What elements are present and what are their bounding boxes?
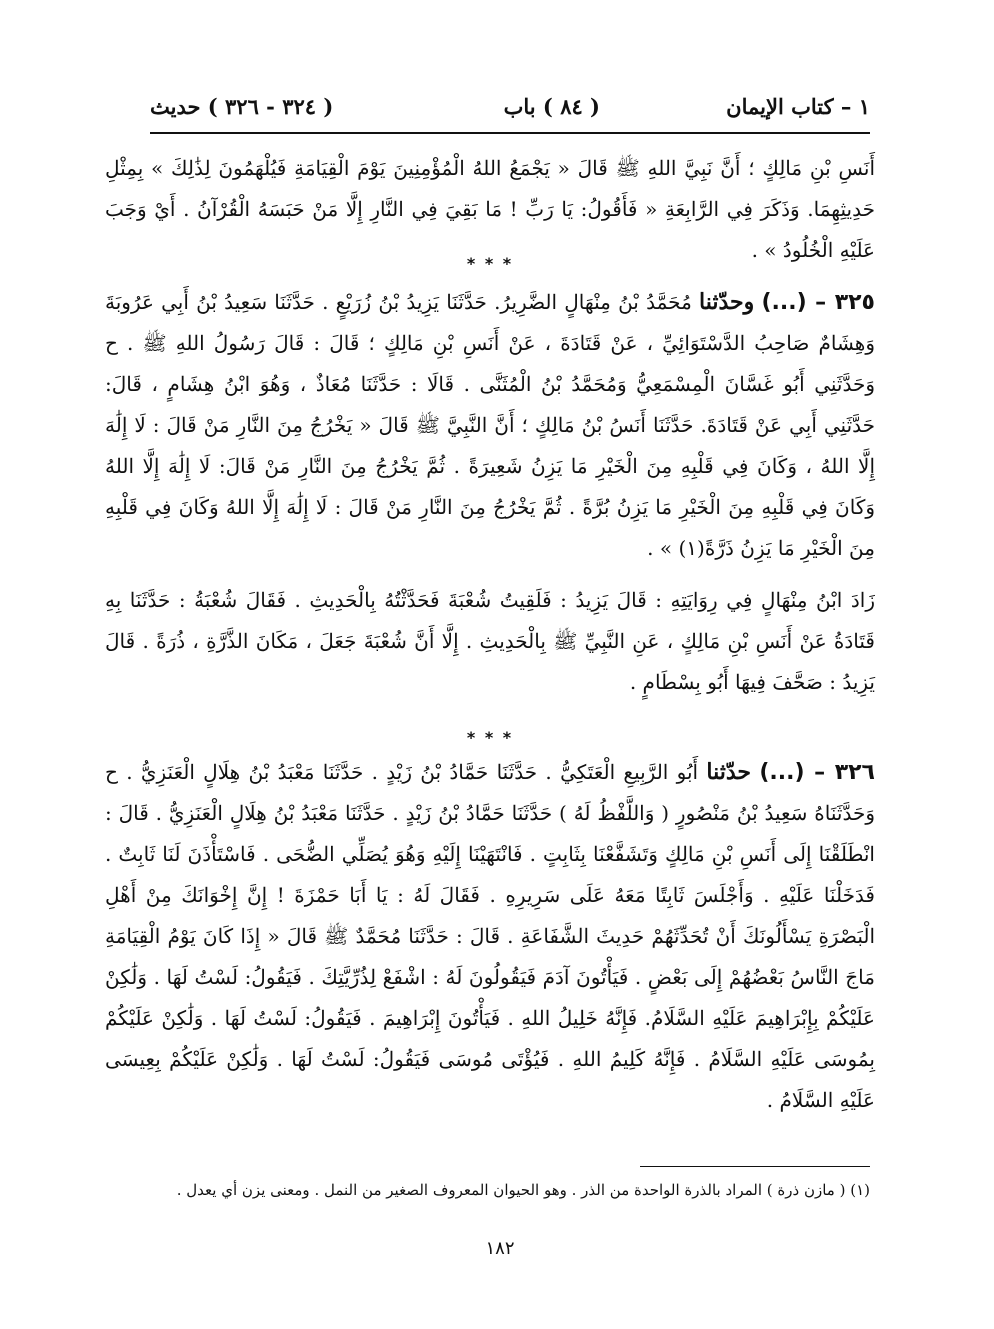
hadith-number: ٣٢٦ – (...) (759, 760, 875, 785)
hadith-text: أَبُو الرَّبِيعِ الْعَتَكِيُّ . حَدَّثَنَا حَمَّادُ بْنُ زَيْدٍ . حَدَّثَنَا مَعْبَدُ بْنُ هِلَالٍ الْعَنَزِيُّ . ح وَحَدَّثَنَاهُ سَعِيدُ بْنُ مَنْصُورٍ ( وَاللَّفْظُ لَهُ ) حَدَّثَنَا حَمَّادُ بْنُ زَيْدٍ . حَدَّثَنَا مَعْبَدُ بْنُ هِلَالٍ الْعَنَزِيُّ . قَالَ : انْطَلَقْنَا إِلَى أَنَسِ بْنِ مَالِكٍ وَتَشَفَّعْنَا بِثَابِتٍ . فَانْتَهَيْنَا إِلَيْهِ وَهُوَ يُصَلِّي الضُّحَى . فَاسْتَأْذَنَ لَنَا ثَابِتٌ . فَدَخَلْنَا عَلَيْهِ . وَأَجْلَسَ ثَابِتًا مَعَهُ عَلَى سَرِيرِهِ . فَقَالَ لَهُ : يَا أَبَا حَمْزَةَ ! إِنَّ إِخْوَانَكَ مِنْ أَهْلِ الْبَصْرَةِ يَسْأَلُونَكَ أَنْ تُحَدِّثَهُمْ حَدِيثَ الشَّفَاعَةِ . قَالَ : حَدَّثَنَا مُحَمَّدٌ ﷺ قَالَ « إِذَا كَانَ يَوْمُ الْقِيَامَةِ مَاجَ النَّاسُ بَعْضُهُمْ إِلَى بَعْضٍ . فَيَأْتُونَ آدَمَ فَيَقُولُونَ لَهُ : اشْفَعْ لِذُرِّيَّتِكَ . فَيَقُولُ: لَسْتُ لَهَا . وَلَٰكِنْ عَلَيْكُمْ بِإِبْرَاهِيمَ عَلَيْهِ السَّلَامُ. فَإِنَّهُ خَلِيلُ اللهِ . فَيَأْتُونَ إِبْرَاهِيمَ . فَيَقُولُ: لَسْتُ لَهَا . وَلَٰكِنْ عَلَيْكُمْ بِمُوسَى عَلَيْهِ السَّلَامُ . فَإِنَّهُ كَلِيمُ اللهِ . فَيُؤْتَى مُوسَى فَيَقُولُ: لَسْتُ لَهَا . وَلَٰكِنْ عَلَيْكُمْ بِعِيسَى عَلَيْهِ السَّلَامُ . (105, 760, 875, 1112)
hadith-range: ( ٣٢٤ - ٣٢٦ ) حديث (150, 94, 334, 119)
section-separator: * * * (466, 728, 514, 747)
hadith-number: ٣٢٥ – (...) (761, 290, 875, 315)
hadith-text: مُحَمَّدُ بْنُ مِنْهَالٍ الضَّرِيرُ. حَدَّثَنَا يَزِيدُ بْنُ زُرَيْعٍ . حَدَّثَنَا سَعِيدُ بْنُ أَبِي عَرُوبَةَ وَهِشَامٌ صَاحِبُ الدَّسْتَوَائِيِّ ، عَنْ قَتَادَةَ ، عَنْ أَنَسِ بْنِ مَالِكٍ ؛ قَالَ : قَالَ رَسُولُ اللهِ ﷺ . ح وَحَدَّثَنِي أَبُو غَسَّانَ الْمِسْمَعِيُّ وَمُحَمَّدُ بْنُ الْمُثَنَّى . قَالَا : حَدَّثَنَا مُعَاذٌ ، وَهُوَ ابْنُ هِشَامٍ ، قَالَ: حَدَّثَنِي أَبِي عَنْ قَتَادَةَ. حَدَّثَنَا أَنَسُ بْنُ مَالِكٍ ؛ أَنَّ النَّبِيَّ ﷺ قَالَ « يَخْرُجُ مِنَ النَّارِ مَنْ قَالَ : لَا إِلَٰهَ إِلَّا اللهُ ، وَكَانَ فِي قَلْبِهِ مِنَ الْخَيْرِ مَا يَزِنُ شَعِيرَةً . ثُمَّ يَخْرُجُ مِنَ النَّارِ مَنْ قَالَ: لَا إِلَٰهَ إِلَّا اللهُ وَكَانَ فِي قَلْبِهِ مِنَ الْخَيْرِ مَا يَزِنُ بُرَّةً . ثُمَّ يَخْرُجُ مِنَ النَّارِ مَنْ قَالَ : لَا إِلَٰهَ إِلَّا اللهُ وَكَانَ فِي قَلْبِهِ مِنَ الْخَيْرِ مَا يَزِنُ ذَرَّةً(١) » . (105, 290, 875, 560)
footnote: (١) ( مازن ذرة ) المراد بالذرة الواحدة من الذر . وهو الحيوان المعروف الصغير من النمل . ومعنى يزن أي يعدل . (176, 1181, 870, 1199)
hadith-325 (105, 282, 875, 569)
hadith-lead-word: وحدّثنا (699, 289, 755, 315)
paragraph-continuation: أَنَسِ بْنِ مَالِكٍ ؛ أَنَّ نَبِيَّ اللهِ ﷺ قَالَ « يَجْمَعُ اللهُ الْمُؤْمِنِينَ يَوْمَ الْقِيَامَةِ فَيُلْهَمُونَ لِذَٰلِكَ » بِمِثْلِ حَدِيثِهِمَا. وَذَكَرَ فِي الرَّابِعَةِ « فَأَقُولُ: يَا رَبِّ ! مَا بَقِيَ فِي النَّارِ إِلَّا مَنْ حَبَسَهُ الْقُرْآنُ . أَيْ وَجَبَ عَلَيْهِ الْخُلُودُ » . (105, 156, 876, 262)
hadith-lead-word: حدّثنا (706, 759, 752, 785)
hadith-326 (105, 752, 875, 1121)
footnote-divider (640, 1166, 870, 1167)
header-divider (150, 132, 870, 134)
running-header (150, 88, 870, 128)
section-separator: * * * (466, 254, 514, 273)
book-title: ١ – كتاب الإيمان (726, 94, 870, 119)
page-number: ١٨٢ (485, 1238, 515, 1259)
chapter-label: ( ٨٤ ) باب (503, 94, 600, 119)
hadith-325-addition: زَادَ ابْنُ مِنْهَالٍ فِي رِوَايَتِهِ : قَالَ يَزِيدُ : فَلَقِيتُ شُعْبَةَ فَحَدَّثْتُهُ بِالْحَدِيثِ . فَقَالَ شُعْبَةُ : حَدَّثَنَا بِهِ قَتَادَةُ عَنْ أَنَسِ بْنِ مَالِكٍ ، عَنِ النَّبِيِّ ﷺ بِالْحَدِيثِ . إِلَّا أَنَّ شُعْبَةَ جَعَلَ ، مَكَانَ الذَّرَّةِ ، ذُرَةً . قَالَ يَزِيدُ : صَحَّفَ فِيهَا أَبُو بِسْطَامٍ . (105, 588, 875, 694)
